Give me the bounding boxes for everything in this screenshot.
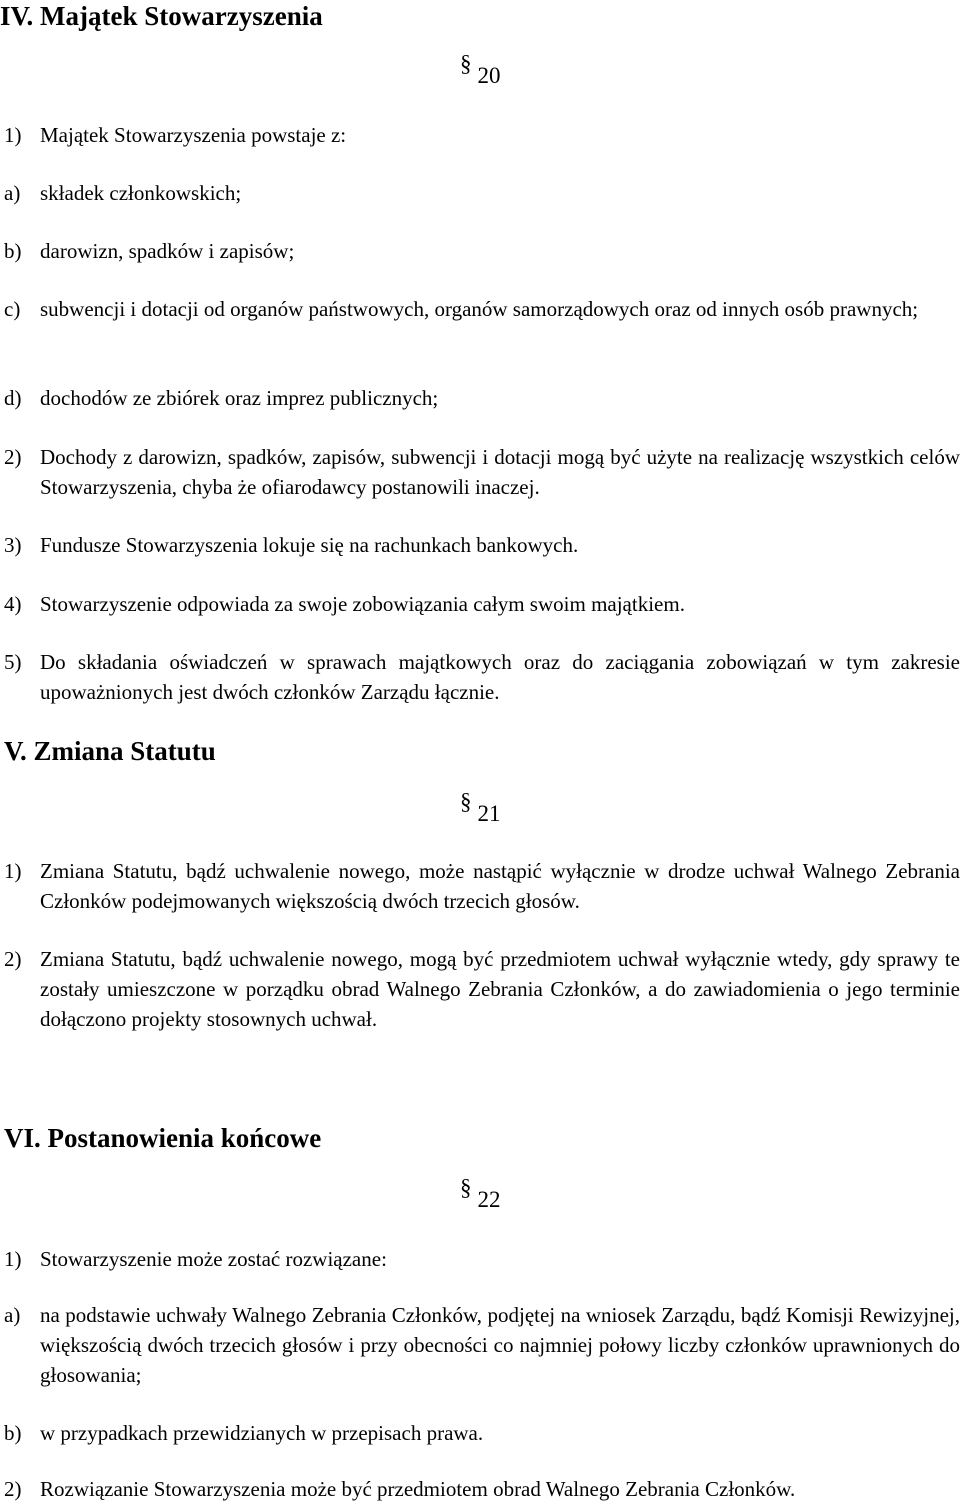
- list-item: [4, 178, 960, 208]
- item-text: dochodów ze zbiórek oraz imprez publicznych;: [40, 386, 439, 410]
- list-item: [4, 944, 960, 1034]
- item-text: Zmiana Statutu, bądź uchwalenie nowego, mogą być przedmiotem uchwał wyłącznie wtedy, gdy sprawy te zostały umieszczone w porządku obrad Walnego Zebrania Członków, a do zawiadomienia o jego terminie dołączono projekty stosownych uchwał.: [40, 947, 960, 1031]
- item-text: Majątek Stowarzyszenia powstaje z:: [40, 123, 347, 147]
- list-item: [4, 589, 960, 619]
- item-text: Rozwiązanie Stowarzyszenia może być przedmiotem obrad Walnego Zebrania Członków.: [40, 1477, 796, 1501]
- item-label: 4): [4, 592, 22, 616]
- list-item: [4, 1418, 960, 1448]
- section-heading-v: V. Zmiana Statutu: [4, 736, 216, 766]
- list-item: [4, 1474, 960, 1504]
- paragraph-number: 20: [477, 63, 501, 88]
- list-item: [4, 294, 960, 324]
- item-label: 3): [4, 533, 22, 557]
- list-item: [4, 442, 960, 502]
- list-item: [4, 530, 960, 560]
- item-label: 1): [4, 859, 22, 883]
- list-item: [4, 1244, 960, 1274]
- item-text: Do składania oświadczeń w sprawach majątkowych oraz do zaciągania zobowiązań w tym zakresie upoważnionych jest dwóch członków Zarządu łącznie.: [40, 650, 960, 704]
- item-text: Fundusze Stowarzyszenia lokuje się na rachunkach bankowych.: [40, 533, 579, 557]
- item-text: na podstawie uchwały Walnego Zebrania Członków, podjętej na wniosek Zarządu, bądź Komisji Rewizyjnej, większością dwóch trzecich głosów i przy obecności co najmniej połowy liczby członków uprawnionych do głosowania;: [40, 1303, 960, 1387]
- paragraph-marker-22: [460, 1175, 501, 1214]
- section-sign: §: [460, 1175, 472, 1200]
- section-heading-iv: IV. Majątek Stowarzyszenia: [0, 1, 323, 31]
- paragraph-number: 22: [477, 1187, 501, 1212]
- list-item: [4, 120, 960, 150]
- item-text: Zmiana Statutu, bądź uchwalenie nowego, może nastąpić wyłącznie w drodze uchwał Walnego Zebrania Członków podejmowanych większością dwóch trzecich głosów.: [40, 859, 960, 913]
- item-label: b): [4, 239, 22, 263]
- item-label: a): [4, 1303, 21, 1327]
- item-text: Dochody z darowizn, spadków, zapisów, subwencji i dotacji mogą być użyte na realizację wszystkich celów Stowarzyszenia, chyba że ofiarodawcy postanowili inaczej.: [40, 445, 960, 499]
- item-text: Stowarzyszenie może zostać rozwiązane:: [40, 1247, 387, 1271]
- list-item: [4, 1300, 960, 1390]
- list-item: [4, 647, 960, 707]
- section-sign: §: [460, 51, 472, 76]
- section-sign: §: [460, 789, 472, 814]
- list-item: [4, 856, 960, 916]
- list-item: [4, 383, 960, 413]
- item-label: 2): [4, 1477, 22, 1501]
- paragraph-marker-21: [460, 789, 501, 828]
- list-item: [4, 236, 960, 266]
- paragraph-marker-20: [460, 51, 501, 90]
- item-label: 1): [4, 123, 22, 147]
- item-label: d): [4, 386, 22, 410]
- item-text: składek członkowskich;: [40, 181, 242, 205]
- item-text: w przypadkach przewidzianych w przepisach prawa.: [40, 1421, 484, 1445]
- item-text: darowizn, spadków i zapisów;: [40, 239, 295, 263]
- section-heading-vi: VI. Postanowienia końcowe: [4, 1123, 322, 1153]
- item-text: subwencji i dotacji od organów państwowych, organów samorządowych oraz od innych osób prawnych;: [40, 297, 919, 321]
- item-label: 2): [4, 445, 22, 469]
- item-label: 1): [4, 1247, 22, 1271]
- item-label: 5): [4, 650, 22, 674]
- item-label: b): [4, 1421, 22, 1445]
- item-text: Stowarzyszenie odpowiada za swoje zobowiązania całym swoim majątkiem.: [40, 592, 685, 616]
- item-label: 2): [4, 947, 22, 971]
- item-label: a): [4, 181, 21, 205]
- item-label: c): [4, 297, 21, 321]
- paragraph-number: 21: [477, 801, 501, 826]
